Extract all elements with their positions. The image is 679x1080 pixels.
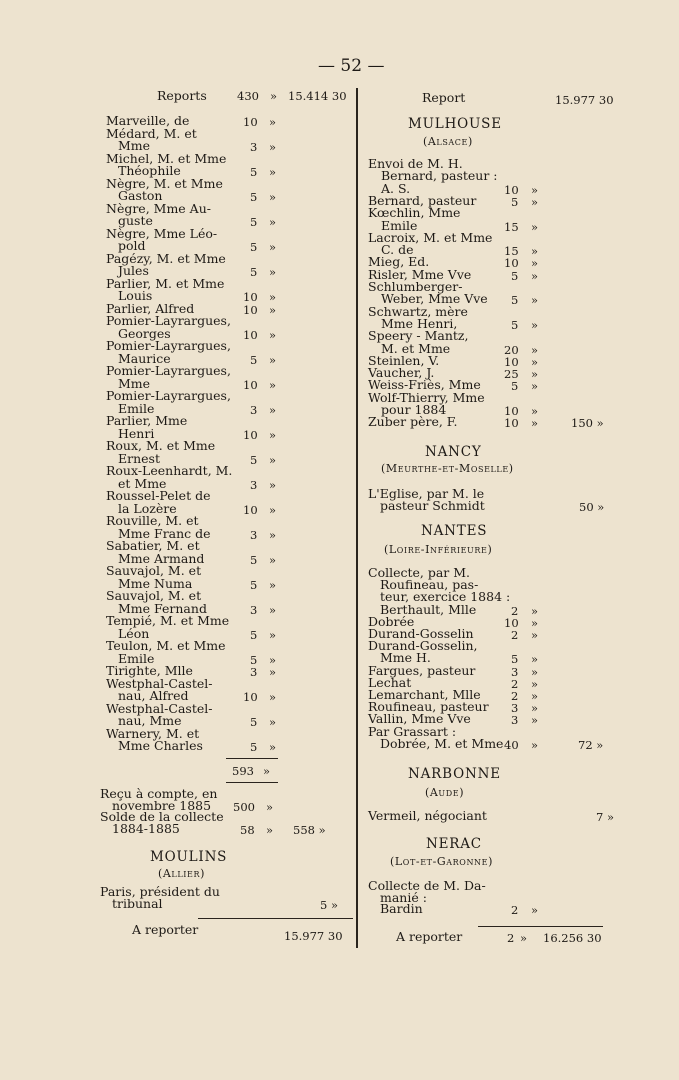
city-nantes: NANTES	[421, 523, 488, 539]
entry-amount-suffix: »	[269, 690, 277, 704]
entry-amount: 5	[511, 379, 519, 394]
entry-amount-suffix: »	[269, 165, 277, 179]
city-narbonne: NARBONNE	[408, 766, 501, 782]
entry-amount: 40	[504, 737, 519, 752]
entry-name: Mme Numa	[118, 575, 193, 591]
entry-name: Roussel-Pelet de	[106, 488, 211, 503]
entry-amount-suffix: »	[269, 327, 277, 342]
entry-amount: 5	[250, 652, 258, 667]
entry-amount-suffix: »	[269, 265, 277, 279]
entry-amount: 5	[250, 352, 258, 367]
entry-amount-suffix: »	[269, 352, 277, 367]
entry-amount-suffix: »	[531, 713, 539, 728]
entry-name: Marveille, de	[106, 113, 190, 128]
entry-amount: 5	[511, 293, 519, 308]
entry-amount-suffix: »	[269, 477, 277, 492]
entry-amount: 10	[504, 404, 519, 418]
entry-name: pasteur Schmidt	[380, 497, 485, 513]
entry-amount-suffix: »	[269, 402, 277, 417]
entry-total: 50 »	[579, 499, 605, 514]
entry-name: Jules	[118, 263, 149, 278]
right-header-label: Report	[422, 90, 466, 105]
entry-name: Henri	[118, 425, 155, 441]
entry-name: Bernard, pasteur	[368, 192, 477, 208]
entry-amount: 5	[511, 194, 519, 209]
entry-name: Nègre, Mme Léo-	[106, 225, 218, 241]
entry-amount: 10	[243, 427, 258, 442]
entry-name: M. et Mme	[381, 340, 451, 356]
entry-amount: 3	[250, 402, 258, 417]
entry-amount: 20	[504, 342, 519, 357]
entry-amount-suffix: »	[269, 652, 277, 667]
entry-name: Théophile	[118, 163, 181, 178]
entry-amount-suffix: »	[266, 799, 274, 814]
entry-amount-suffix: »	[266, 822, 274, 837]
entry-name: Warnery, M. et	[106, 725, 200, 741]
entry-amount-suffix: »	[269, 190, 277, 204]
entry-name: Schwartz, mère	[368, 303, 468, 319]
entry-total: 558 »	[293, 822, 326, 837]
entry-name: Mieg, Ed.	[368, 254, 430, 270]
entry-amount: 5	[511, 268, 519, 283]
entry-amount-suffix: »	[531, 615, 539, 630]
entry-amount: 10	[504, 354, 519, 369]
entry-amount: 2	[511, 603, 519, 618]
entry-name: Paris, président du	[100, 884, 220, 899]
entry-name: Roufineau, pasteur	[368, 699, 489, 715]
page-number: — 52 —	[318, 56, 385, 76]
entry-amount: 5	[511, 652, 519, 667]
right-footer-amount-suffix: »	[520, 931, 528, 945]
entry-amount: 5	[250, 165, 258, 179]
entry-total: 7 »	[596, 810, 615, 824]
entry-name: Wolf-Thierry, Mme	[368, 389, 485, 405]
entry-name: Westphal-Castel-	[106, 675, 213, 691]
entry-name: Gaston	[118, 188, 163, 203]
entry-name: Emile	[118, 650, 155, 666]
entry-name: Collecte, par M.	[368, 565, 471, 580]
entry-name: Mme Armand	[118, 550, 205, 566]
entry-amount: 5	[250, 577, 258, 592]
entry-amount: 10	[243, 377, 258, 392]
entry-name: Sabatier, M. et	[106, 538, 200, 553]
entry-name: Mme Henri,	[381, 315, 458, 331]
entry-name: pour 1884	[381, 402, 447, 417]
entry-amount: 10	[504, 182, 519, 197]
entry-amount-suffix: »	[531, 379, 539, 394]
entry-amount: 10	[243, 327, 258, 342]
entry-name: Lemarchant, Mlle	[368, 687, 481, 702]
right-footer-rule	[478, 926, 603, 927]
entry-name: Schlumberger-	[368, 279, 463, 294]
entry-name: Kœchlin, Mme	[368, 205, 461, 221]
entry-amount-suffix: »	[269, 302, 277, 317]
entry-amount: 10	[243, 290, 258, 304]
entry-name: Pagézy, M. et Mme	[106, 250, 226, 266]
entry-amount: 3	[250, 140, 258, 154]
entry-name: Louis	[118, 288, 153, 303]
entry-name: C. de	[381, 242, 414, 258]
entry-amount: 3	[250, 477, 258, 492]
entry-amount-suffix: »	[269, 452, 277, 467]
entry-amount-suffix: »	[269, 427, 277, 442]
entry-amount: 25	[504, 367, 519, 382]
region-lot-et-garonne: (Lot-et-Garonne)	[390, 855, 493, 868]
entry-name: Parlier, Mme	[106, 413, 188, 428]
entry-name: Durand-Gosselin,	[368, 638, 478, 654]
entry-name: Bernard, pasteur :	[381, 168, 498, 184]
entry-amount: 10	[243, 502, 258, 517]
entry-name: Roux, M. et Mme	[106, 438, 216, 453]
entry-name: Pomier-Layrargues,	[106, 388, 231, 403]
region-alsace: (Alsace)	[423, 135, 473, 148]
entry-amount: 3	[250, 602, 258, 617]
entry-amount-suffix: »	[531, 652, 539, 667]
left-footer-rule	[198, 918, 353, 919]
entry-name: Westphal-Castel-	[106, 700, 213, 716]
entry-amount-suffix: »	[269, 665, 277, 679]
right-footer-label: A reporter	[396, 929, 463, 944]
entry-amount-suffix: »	[269, 627, 277, 642]
entry-name: Mme	[118, 375, 151, 391]
entry-name: Pomier-Layrargues,	[106, 313, 231, 328]
entry-amount-suffix: »	[269, 290, 277, 304]
entry-name: guste	[118, 213, 153, 228]
left-header-amount-suffix: »	[270, 89, 278, 103]
entry-amount-suffix: »	[269, 377, 277, 392]
entry-name: Zuber père, F.	[368, 414, 458, 430]
entry-name: Tempié, M. et Mme	[106, 613, 230, 628]
entry-name: Roux-Leenhardt, M.	[106, 463, 233, 478]
entry-amount: 10	[504, 256, 519, 271]
entry-name: Léon	[118, 625, 150, 641]
entry-amount-suffix: »	[531, 664, 539, 679]
entry-name: Weber, Mme Vve	[381, 291, 488, 307]
entry-name: Mme Franc de	[118, 525, 211, 541]
city-nancy: NANCY	[425, 444, 482, 460]
entry-name: manié :	[380, 889, 427, 905]
entry-amount: 10	[243, 115, 258, 129]
entry-name: Médard, M. et	[106, 125, 197, 141]
entry-amount: 3	[511, 701, 519, 716]
entry-name: Roufineau, pas-	[380, 577, 479, 593]
entry-name: Pomier-Layrargues,	[106, 338, 231, 353]
entry-amount-suffix: »	[269, 740, 277, 754]
entry-amount-suffix: »	[531, 256, 539, 271]
entry-name: Berthault, Mlle	[380, 601, 477, 617]
entry-name: 1884-1885	[112, 820, 180, 836]
right-footer-total: 16.256 30	[543, 931, 602, 945]
entry-name: Durand-Gosselin	[368, 626, 474, 641]
left-subtotal-rule-2	[226, 782, 278, 783]
entry-total: 5 »	[320, 898, 339, 912]
entry-name: Vallin, Mme Vve	[368, 711, 471, 727]
entry-amount: 10	[243, 302, 258, 317]
left-subtotal-amount: 593	[232, 764, 254, 778]
entry-amount: 10	[504, 615, 519, 630]
entry-name: Emile	[118, 400, 155, 416]
entry-amount-suffix: »	[269, 577, 277, 592]
entry-amount: 15	[504, 219, 519, 234]
entry-amount-suffix: »	[269, 602, 277, 617]
entry-name: Parlier, M. et Mme	[106, 275, 225, 291]
entry-name: la Lozère	[118, 500, 177, 516]
right-header-total: 15.977 30	[555, 93, 614, 107]
entry-amount-suffix: »	[531, 219, 539, 234]
entry-name: Rouville, M. et	[106, 513, 199, 528]
entry-name: Solde de la collecte	[100, 809, 224, 824]
entry-name: Nègre, Mme Au-	[106, 200, 211, 216]
column-divider	[356, 88, 358, 948]
entry-amount-suffix: »	[531, 268, 539, 283]
entry-amount-suffix: »	[531, 903, 539, 917]
entry-amount: 3	[250, 527, 258, 542]
entry-total: 150 »	[571, 416, 604, 431]
entry-name: Georges	[118, 325, 171, 341]
region-aude: (Aude)	[425, 786, 465, 799]
entry-amount: 3	[511, 713, 519, 728]
left-footer-total: 15.977 30	[284, 929, 343, 943]
city-moulins: MOULINS	[150, 849, 228, 865]
entry-amount-suffix: »	[531, 182, 539, 197]
entry-total: 72 »	[578, 737, 604, 752]
entry-name: Ernest	[118, 450, 160, 466]
entry-name: Steinlen, V.	[368, 352, 440, 368]
entry-name: Tirighte, Mlle	[106, 663, 193, 678]
entry-amount-suffix: »	[531, 342, 539, 357]
left-subtotal-suffix: »	[263, 764, 271, 778]
entry-amount-suffix: »	[269, 552, 277, 567]
entry-amount-suffix: »	[269, 502, 277, 517]
left-header-label: Reports	[157, 88, 207, 103]
entry-amount: 2	[511, 903, 519, 917]
left-footer-label: A reporter	[132, 922, 199, 937]
entry-amount: 2	[511, 689, 519, 703]
entry-amount-suffix: »	[531, 701, 539, 716]
entry-amount-suffix: »	[531, 194, 539, 209]
entry-name: Vermeil, négociant	[368, 808, 487, 823]
entry-name: Bardin	[380, 901, 423, 916]
entry-amount: 5	[250, 240, 258, 254]
entry-name: Vaucher, J.	[368, 365, 435, 381]
entry-name: Lacroix, M. et Mme	[368, 229, 493, 245]
entry-amount-suffix: »	[531, 603, 539, 618]
entry-name: Mme Charles	[118, 738, 203, 753]
entry-name: nau, Mme	[118, 713, 182, 728]
left-header-amount: 430	[237, 89, 259, 103]
entry-name: Dobrée, M. et Mme	[380, 735, 504, 751]
entry-name: Collecte de M. Da-	[368, 878, 486, 893]
entry-amount: 5	[250, 552, 258, 567]
entry-name: Maurice	[118, 350, 171, 366]
entry-name: novembre 1885	[112, 797, 212, 813]
entry-amount-suffix: »	[531, 689, 539, 703]
entry-amount-suffix: »	[531, 354, 539, 369]
entry-amount: 5	[250, 740, 258, 754]
entry-name: Pomier-Layrargues,	[106, 363, 231, 378]
entry-amount: 5	[250, 265, 258, 279]
region-meurthe-et-moselle: (Meurthe-et-Moselle)	[381, 462, 514, 475]
entry-name: Reçu à compte, en	[100, 786, 218, 801]
entry-name: Mme	[118, 138, 151, 153]
entry-name: L'Eglise, par M. le	[368, 486, 485, 501]
entry-name: Par Grassart :	[368, 723, 457, 739]
entry-name: Dobrée	[368, 613, 415, 629]
entry-name: Sauvajol, M. et	[106, 588, 202, 603]
entry-amount-suffix: »	[269, 215, 277, 229]
region-loire-inferieure: (Loire-Inférieure)	[384, 543, 493, 556]
entry-amount: 15	[504, 244, 519, 259]
entry-amount-suffix: »	[269, 715, 277, 729]
entry-amount-suffix: »	[269, 527, 277, 542]
entry-name: Emile	[381, 217, 418, 233]
entry-name: pold	[118, 238, 146, 253]
entry-amount-suffix: »	[531, 404, 539, 418]
entry-name: Sauvajol, M. et	[106, 563, 202, 578]
entry-name: Envoi de M. H.	[368, 156, 463, 171]
entry-amount-suffix: »	[269, 140, 277, 154]
region-allier: (Allier)	[158, 867, 205, 880]
entry-name: Teulon, M. et Mme	[106, 638, 226, 653]
entry-amount-suffix: »	[531, 244, 539, 259]
entry-amount: 2	[511, 628, 519, 642]
entry-amount-suffix: »	[531, 293, 539, 308]
entry-amount: 5	[511, 317, 519, 332]
entry-name: Mme Fernand	[118, 600, 207, 616]
entry-amount-suffix: »	[269, 240, 277, 254]
entry-amount: 10	[243, 690, 258, 704]
entry-amount-suffix: »	[531, 628, 539, 642]
entry-amount: 5	[250, 190, 258, 204]
entry-name: A. S.	[381, 180, 411, 196]
city-nerac: NERAC	[426, 836, 482, 852]
right-footer-amount: 2	[507, 931, 515, 945]
entry-amount-suffix: »	[531, 737, 539, 752]
entry-amount-suffix: »	[531, 416, 539, 431]
entry-name: Speery - Mantz,	[368, 328, 469, 344]
city-mulhouse: MULHOUSE	[408, 116, 502, 132]
entry-amount-suffix: »	[531, 317, 539, 332]
entry-amount: 5	[250, 452, 258, 467]
entry-amount: 500	[233, 799, 255, 814]
entry-amount: 5	[250, 627, 258, 642]
entry-amount: 3	[511, 664, 519, 679]
entry-amount-suffix: »	[269, 115, 277, 129]
entry-amount: 2	[511, 676, 519, 691]
left-header-total: 15.414 30	[288, 89, 347, 103]
entry-name: Michel, M. et Mme	[106, 150, 227, 166]
entry-name: Weiss-Friès, Mme	[368, 377, 481, 393]
entry-amount: 5	[250, 715, 258, 729]
entry-name: et Mme	[118, 475, 167, 491]
entry-name: tribunal	[112, 896, 163, 911]
entry-name: Nègre, M. et Mme	[106, 175, 223, 191]
entry-name: Fargues, pasteur	[368, 662, 476, 678]
entry-amount: 58	[240, 822, 255, 837]
entry-amount: 5	[250, 215, 258, 229]
entry-name: Mme H.	[380, 650, 431, 666]
entry-name: Risler, Mme Vve	[368, 266, 472, 282]
entry-name: Parlier, Alfred	[106, 300, 195, 316]
entry-name: teur, exercice 1884 :	[380, 589, 511, 605]
entry-amount-suffix: »	[531, 367, 539, 382]
entry-amount: 10	[504, 416, 519, 431]
entry-name: nau, Alfred	[118, 688, 189, 703]
left-subtotal-rule	[226, 758, 278, 759]
entry-amount-suffix: »	[531, 676, 539, 691]
entry-name: Lechat	[368, 674, 412, 690]
entry-amount: 3	[250, 665, 258, 679]
